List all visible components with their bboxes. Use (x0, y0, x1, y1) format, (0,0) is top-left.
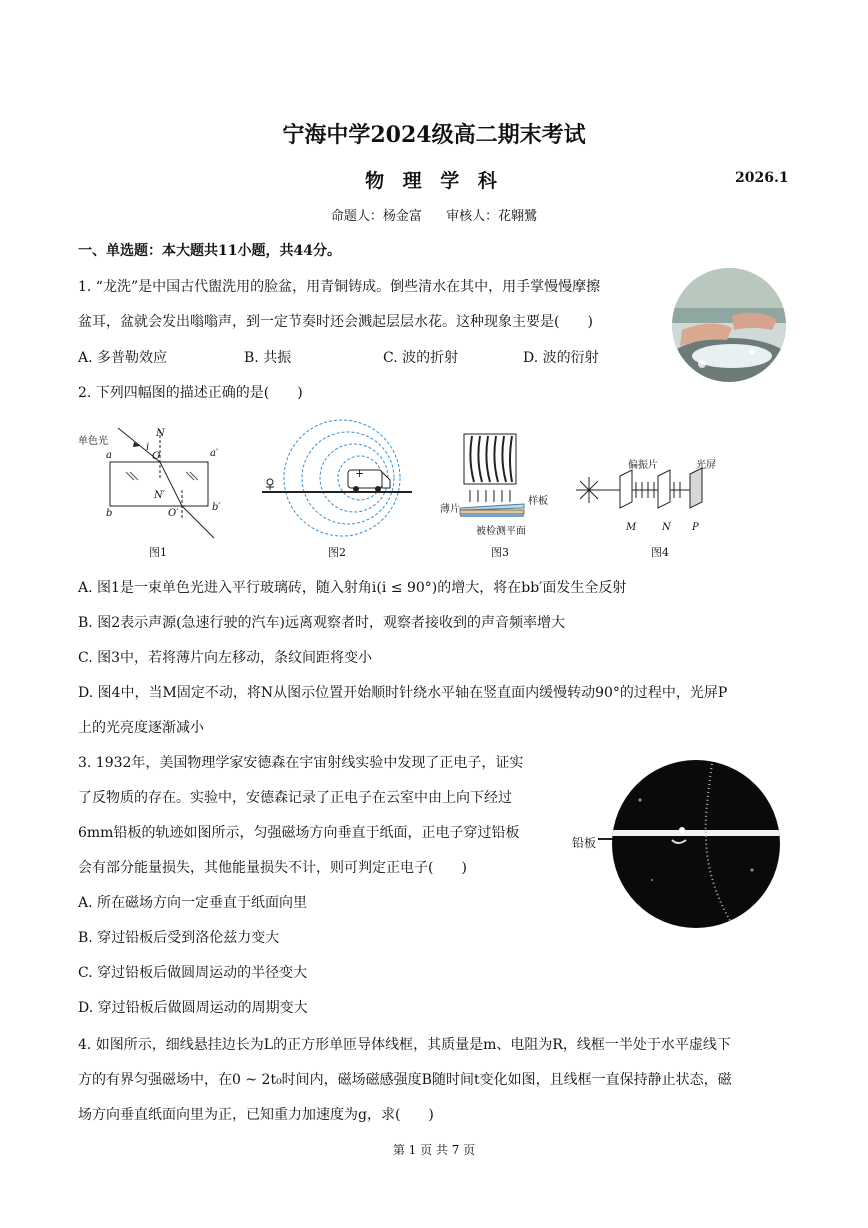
fig1-n-label: N (156, 428, 165, 439)
fig1-caption: 图1 (149, 546, 167, 559)
fig1-light-label: 单色光 (78, 436, 108, 447)
q1-option-c: C. 波的折射 (383, 350, 459, 366)
fig4-m-label: M (626, 522, 637, 533)
q2-option-d-line1: D. 图4中，当M固定不动，将N从图示位置开始顺时针绕水平轴在竖直面内缓慢转动90°的过程中，光屏P (78, 685, 728, 701)
author: 命题人：杨金富 (330, 209, 422, 224)
q1-option-d: D. 波的衍射 (523, 350, 599, 366)
fig1-a2-label: a′ (210, 448, 219, 459)
q2-option-d-line2: 上的光亮度逐渐减小 (78, 720, 204, 736)
section-heading: 一、单选题：本大题共11小题，共44分。 (78, 243, 341, 259)
figure-4-polarizers (572, 450, 728, 560)
q4-line2: 方的有界匀强磁场中，在0 ~ 2t₀时间内，磁场磁感强度B随时间t变化如图，且线框一直保持静止状态，磁 (78, 1072, 732, 1088)
q2-stem: 2. 下列四幅图的描述正确的是( ) (78, 385, 303, 401)
q3-line4: 会有部分能量损失，其他能量损失不计，则可判定正电子( ) (78, 860, 467, 876)
q2-option-c: C. 图3中，若将薄片向左移动，条纹间距将变小 (78, 650, 373, 666)
q1-line2: 盆耳，盆就会发出嗡嗡声，到一定节奏时还会溅起层层水花。这种现象主要是( ) (78, 314, 593, 330)
figure-2-doppler (262, 416, 412, 560)
fig1-i-label: i (146, 442, 150, 453)
fig4-polarizer-label: 偏振片 (628, 460, 658, 471)
fig4-screen-label: 光屏 (696, 460, 716, 471)
page-footer: 第 1 页 共 7 页 (392, 1143, 476, 1157)
fig3-sample-label: 样板 (528, 496, 548, 507)
authors-line (0, 205, 868, 224)
fig4-p-label: P (692, 522, 699, 533)
figure-1-glass-block (78, 420, 238, 560)
fig3-thin-label: 薄片 (440, 504, 460, 515)
fig1-b-label: b (106, 508, 113, 519)
exam-date: 2026.1 (735, 170, 789, 186)
fig2-plus: + (355, 467, 365, 480)
lead-plate-label: 铅板 (572, 836, 597, 850)
q2-option-a: A. 图1是一束单色光进入平行玻璃砖，随入射角i(i ≤ 90°)的增大，将在bb′面发生全反射 (78, 580, 627, 596)
q3-line1: 3. 1932年，美国物理学家安德森在宇宙射线实验中发现了正电子，证实 (78, 755, 524, 771)
reviewer: 审核人：花翺鷺 (446, 209, 538, 224)
fig1-b2-label: b′ (212, 502, 221, 513)
fig3-plane-label: 被检测平面 (476, 526, 526, 537)
q3-option-c: C. 穿过铅板后做圆周运动的半径变大 (78, 965, 308, 981)
q1-option-a: A. 多普勒效应 (78, 350, 168, 366)
q1-line1: 1. “龙洗”是中国古代盥洗用的脸盆，用青铜铸成。倒些清水在其中，用手掌慢慢摩擦 (78, 279, 601, 295)
fig1-a-label: a (106, 450, 112, 461)
longxi-basin-photo (672, 268, 786, 382)
fig4-caption: 图4 (651, 546, 669, 559)
q2-option-b: B. 图2表示声源(急速行驶的汽车)远离观察者时，观察者接收到的声音频率增大 (78, 615, 566, 631)
fig1-n2-label: N′ (154, 490, 166, 501)
cloud-chamber-photo (612, 760, 780, 928)
exam-title: 宁海中学2024级高二期末考试 (282, 122, 586, 148)
subject-title: 物 理 学 科 (365, 170, 503, 192)
q3-option-b: B. 穿过铅板后受到洛伦兹力变大 (78, 930, 280, 946)
q3-line2: 了反物质的存在。实验中，安德森记录了正电子在云室中由上向下经过 (78, 790, 512, 806)
q3-option-d: D. 穿过铅板后做圆周运动的周期变大 (78, 1000, 308, 1016)
figure-3-thin-film (440, 430, 560, 560)
fig4-n-label: N (662, 522, 671, 533)
q3-line3: 6mm铅板的轨迹如图所示，匀强磁场方向垂直于纸面，正电子穿过铅板 (78, 825, 520, 841)
q3-option-a: A. 所在磁场方向一定垂直于纸面向里 (78, 895, 308, 911)
fig1-o2-label: O′ (168, 508, 179, 519)
q4-line3: 场方向垂直纸面向里为正，已知重力加速度为g，求( ) (78, 1107, 434, 1123)
fig1-o-label: O (152, 451, 161, 462)
fig2-caption: 图2 (328, 546, 346, 559)
fig3-caption: 图3 (491, 546, 509, 559)
q1-option-b: B. 共振 (244, 350, 292, 366)
q4-line1: 4. 如图所示，细线悬挂边长为L的正方形单匝导体线框，其质量是m、电阻为R，线框一半处于水平虚线下 (78, 1037, 731, 1053)
